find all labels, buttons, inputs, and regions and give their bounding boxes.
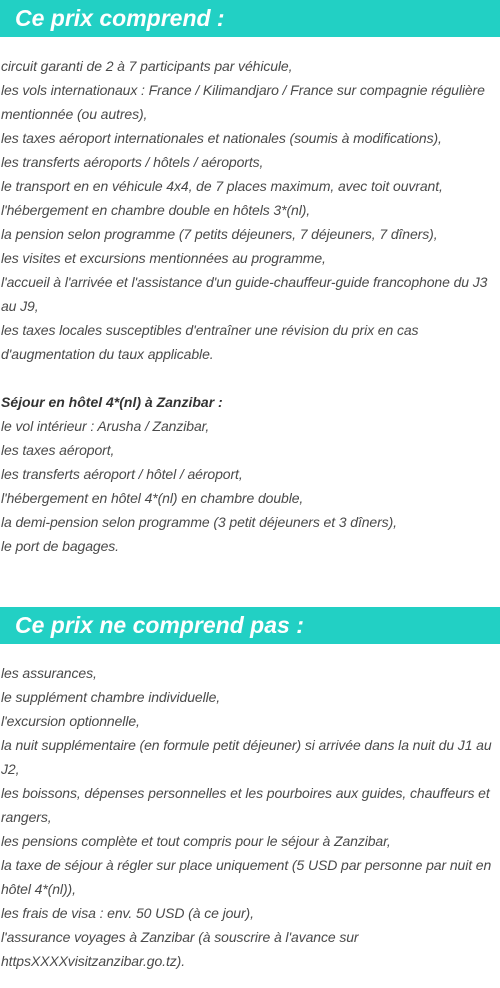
list-item: les transferts aéroports / hôtels / aéroports, xyxy=(1,154,264,170)
list-item: les taxes aéroport, xyxy=(1,442,115,458)
list-item: le transport en en véhicule 4x4, de 7 places maximum, avec toit ouvrant, xyxy=(1,178,443,194)
list-item: le vol intérieur : Arusha / Zanzibar, xyxy=(1,418,210,434)
list-item: la pension selon programme (7 petits déjeuners, 7 déjeuners, 7 dîners), xyxy=(1,226,438,242)
list-item: la nuit supplémentaire (en formule petit déjeuner) si arrivée dans la nuit du J1 au J2, xyxy=(1,737,492,777)
list-item: le port de bagages. xyxy=(1,538,119,554)
price-excludes-title: Ce prix ne comprend pas : xyxy=(15,612,304,638)
price-excludes-header xyxy=(0,607,500,644)
price-excludes-list xyxy=(1,661,499,973)
list-item: circuit garanti de 2 à 7 participants par véhicule, xyxy=(1,58,293,74)
list-item: l'excursion optionnelle, xyxy=(1,713,140,729)
list-item: l'assurance voyages à Zanzibar (à souscrire à l'avance sur httpsXXXXvisitzanzibar.go.tz). xyxy=(1,929,359,969)
list-item: la taxe de séjour à régler sur place uniquement (5 USD par personne par nuit en hôtel 4*(nl)), xyxy=(1,857,492,897)
list-item: les assurances, xyxy=(1,665,97,681)
list-item: les vols internationaux : France / Kilimandjaro / France sur compagnie régulière mentionnée (ou autres), xyxy=(1,82,485,122)
list-item: les frais de visa : env. 50 USD (à ce jour), xyxy=(1,905,254,921)
price-includes-header xyxy=(0,0,500,37)
list-item: l'hébergement en hôtel 4*(nl) en chambre double, xyxy=(1,490,304,506)
list-item: les pensions complète et tout compris pour le séjour à Zanzibar, xyxy=(1,833,391,849)
list-item: les visites et excursions mentionnées au programme, xyxy=(1,250,326,266)
list-item: les boissons, dépenses personnelles et les pourboires aux guides, chauffeurs et rangers, xyxy=(1,785,490,825)
list-item: les transferts aéroport / hôtel / aéroport, xyxy=(1,466,243,482)
price-includes-list xyxy=(1,54,499,366)
list-item: l'hébergement en chambre double en hôtels 3*(nl), xyxy=(1,202,311,218)
list-item: les taxes locales susceptibles d'entraîner une révision du prix en cas d'augmentation du taux applicable. xyxy=(1,322,419,362)
list-item: l'accueil à l'arrivée et l'assistance d'un guide-chauffeur-guide francophone du J3 au J9, xyxy=(1,274,488,314)
zanzibar-stay-subheading: Séjour en hôtel 4*(nl) à Zanzibar : xyxy=(1,394,223,410)
list-item: les taxes aéroport internationales et nationales (soumis à modifications), xyxy=(1,130,442,146)
zanzibar-stay-list xyxy=(1,414,499,558)
list-item: le supplément chambre individuelle, xyxy=(1,689,221,705)
price-includes-title: Ce prix comprend : xyxy=(15,5,225,31)
list-item: la demi-pension selon programme (3 petit déjeuners et 3 dîners), xyxy=(1,514,397,530)
